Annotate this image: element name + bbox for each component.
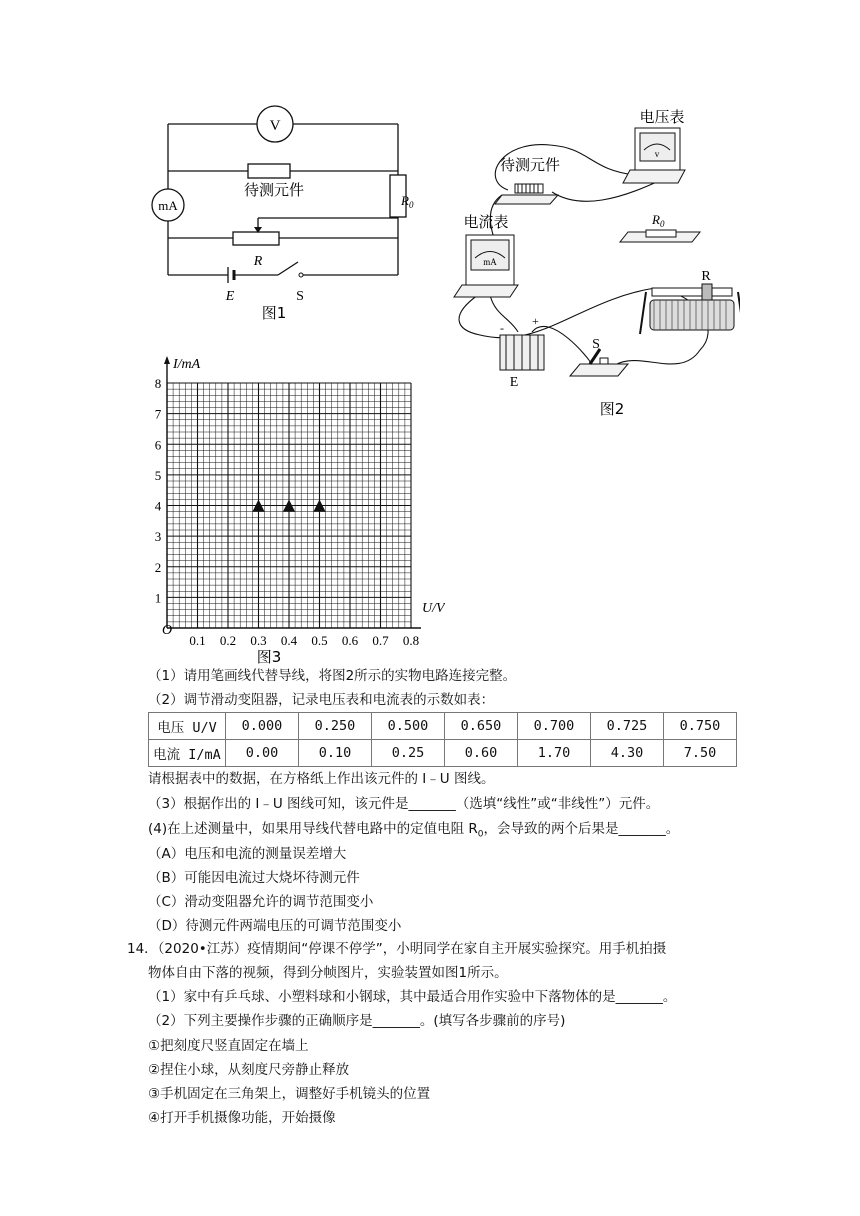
r0-device xyxy=(620,230,700,242)
fig2-switch-label: S xyxy=(592,337,600,352)
y-tick-label: 3 xyxy=(154,529,162,545)
data-table xyxy=(148,712,737,767)
fig1-switch-label: S xyxy=(296,289,304,304)
y-axis-label: I/mA xyxy=(173,357,201,372)
voltmeter-device xyxy=(623,128,685,183)
fig2-battery-neg: - xyxy=(500,321,504,335)
table-cell: 1.70 xyxy=(518,740,591,767)
table-cell: 0.750 xyxy=(664,713,737,740)
origin-label: O xyxy=(162,623,173,638)
option-b: （B）可能因电流过大烧坏待测元件 xyxy=(148,870,360,886)
table-cell: 0.700 xyxy=(518,713,591,740)
x-tick-label: 0.2 xyxy=(219,633,237,648)
x-tick-label: 0.6 xyxy=(341,633,359,648)
q14-line-2: 物体自由下落的视频，得到分帧图片，实验装置如图1所示。 xyxy=(148,965,508,981)
fig1-component-label: 待测元件 xyxy=(243,181,305,199)
table-row-header: 电流 I/mA xyxy=(149,740,226,767)
table-cell: 4.30 xyxy=(591,740,664,767)
fig2-battery-pos: + xyxy=(532,314,539,328)
battery-device xyxy=(500,335,544,370)
table-cell: 7.50 xyxy=(664,740,737,767)
step-3: ③手机固定在三角架上，调整好手机镜头的位置 xyxy=(148,1086,431,1102)
option-c: （C）滑动变阻器允许的调节范围变小 xyxy=(148,894,374,910)
q1-text: （1）请用笔画线代替导线，将图2所示的实物电路连接完整。 xyxy=(148,668,517,684)
x-axis-label: U/V xyxy=(422,601,445,616)
step-2: ②捏住小球，从刻度尺旁静止释放 xyxy=(148,1062,350,1078)
y-tick-label: 4 xyxy=(154,498,162,514)
q14-part-2: （2）下列主要操作步骤的正确顺序是_______。(填写各步骤前的序号) xyxy=(148,1013,566,1029)
ammeter-device xyxy=(454,235,518,297)
y-tick-label: 8 xyxy=(154,376,162,391)
table-cell: 0.500 xyxy=(372,713,445,740)
table-cell: 0.25 xyxy=(372,740,445,767)
y-axis-arrow xyxy=(164,356,170,364)
test-component-device xyxy=(495,184,558,204)
step-1: ①把刻度尺竖直固定在墙上 xyxy=(148,1038,309,1054)
svg-text:mA: mA xyxy=(483,257,497,267)
fig2-r0-label: $R_0$ xyxy=(652,212,665,229)
y-tick-label: 6 xyxy=(154,437,162,453)
voltmeter-symbol-label: V xyxy=(269,118,281,134)
fig2-component-label: 待测元件 xyxy=(499,156,561,174)
fig2-rheostat-label: R xyxy=(701,269,711,284)
table-cell: 0.000 xyxy=(226,713,299,740)
step-4: ④打开手机摄像功能，开始摄像 xyxy=(148,1110,336,1126)
q14-part-1: （1）家中有乒乓球、小塑料球和小钢球，其中最适合用作实验中下落物体的是_______。 xyxy=(148,989,677,1005)
table-cell: 0.10 xyxy=(299,740,372,767)
y-tick-label: 2 xyxy=(154,559,162,575)
figure-1-circuit xyxy=(150,105,430,335)
fig1-rheostat-label: R xyxy=(253,254,263,269)
after-table-text: 请根据表中的数据，在方格纸上作出该元件的 I﹣U 图线。 xyxy=(148,771,495,787)
x-tick-label: 0.1 xyxy=(189,633,206,648)
table-cell: 0.725 xyxy=(591,713,664,740)
figure-3-chart xyxy=(145,350,445,670)
x-tick-label: 0.4 xyxy=(280,633,298,648)
fig2-caption: 图2 xyxy=(599,400,625,418)
x-tick-label: 0.7 xyxy=(372,633,389,648)
svg-text:v: v xyxy=(654,149,660,159)
y-tick-label: 1 xyxy=(154,590,162,606)
ammeter-symbol-label: mA xyxy=(158,198,178,213)
table-row xyxy=(149,740,737,767)
fig1-r0-label: $R_0$ xyxy=(401,193,414,210)
table-cell: 0.60 xyxy=(445,740,518,767)
fig2-voltmeter-label: 电压表 xyxy=(639,108,685,126)
q2-text: （2）调节滑动变阻器，记录电压表和电流表的示数如表： xyxy=(148,692,495,708)
x-tick-label: 0.8 xyxy=(402,633,420,648)
q4-text: (4)在上述测量中，如果用导线代替电路中的定值电阻 $R_0$，会导致的两个后果是_______。 xyxy=(148,821,680,840)
table-row-header: 电压 U/V xyxy=(149,713,226,740)
x-tick-label: 0.3 xyxy=(250,633,267,648)
fig2-ammeter-label: 电流表 xyxy=(463,213,509,231)
table-cell: 0.00 xyxy=(226,740,299,767)
table-row xyxy=(149,713,737,740)
q14-line-1: 14．（2020•江苏）疫情期间“停课不停学”，小明同学在家自主开展实验探究。用手机拍摄 xyxy=(127,941,667,957)
rheostat-device xyxy=(640,284,740,334)
fig3-caption: 图3 xyxy=(256,648,282,666)
y-tick-label: 5 xyxy=(154,467,162,483)
option-d: （D）待测元件两端电压的可调节范围变小 xyxy=(148,918,402,934)
fig1-battery-label: E xyxy=(225,289,235,304)
fig1-caption: 图1 xyxy=(261,304,287,322)
q3-text: （3）根据作出的 I﹣U 图线可知，该元件是_______（选填“线性”或“非线性”）元件。 xyxy=(148,796,660,812)
y-tick-label: 7 xyxy=(154,406,162,422)
figure-2-apparatus xyxy=(440,100,740,430)
table-cell: 0.250 xyxy=(299,713,372,740)
option-a: （A）电压和电流的测量误差增大 xyxy=(148,846,347,862)
fig2-battery-label: E xyxy=(509,375,519,390)
x-tick-label: 0.5 xyxy=(311,633,328,648)
table-cell: 0.650 xyxy=(445,713,518,740)
